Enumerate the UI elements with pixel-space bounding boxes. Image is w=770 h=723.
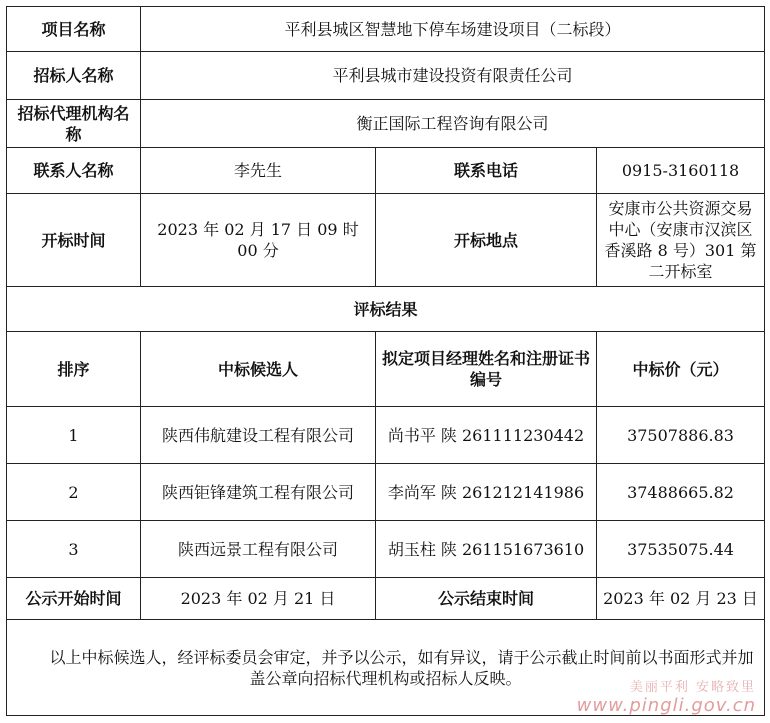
watermark-text: 美丽平利 安略致里 xyxy=(629,680,756,695)
bid-result-table xyxy=(6,6,765,716)
contact-name-label: 联系人名称 xyxy=(7,148,141,194)
row-manager: 胡玉柱 陕 261151673610 xyxy=(376,521,597,578)
site-watermark xyxy=(577,679,756,715)
watermark-url: www.pingli.gov.cn xyxy=(576,695,756,716)
project-name-label: 项目名称 xyxy=(7,7,141,52)
contact-phone-value: 0915-3160118 xyxy=(597,148,765,194)
publicity-end-label: 公示结束时间 xyxy=(376,578,597,620)
publicity-start-value: 2023 年 02 月 21 日 xyxy=(141,578,376,620)
header-candidate: 中标候选人 xyxy=(141,332,376,407)
header-price: 中标价（元） xyxy=(597,332,765,407)
agency-value: 衡正国际工程咨询有限公司 xyxy=(141,100,765,148)
opening-place-value: 安康市公共资源交易中心（安康市汉滨区香溪路 8 号）301 第二开标室 xyxy=(597,194,765,287)
publicity-start-label: 公示开始时间 xyxy=(7,578,141,620)
contact-phone-label: 联系电话 xyxy=(376,148,597,194)
table-row xyxy=(7,521,765,578)
row-rank: 2 xyxy=(7,464,141,521)
opening-time-label: 开标时间 xyxy=(7,194,141,287)
row-candidate: 陕西远景工程有限公司 xyxy=(141,521,376,578)
publicity-end-value: 2023 年 02 月 23 日 xyxy=(597,578,765,620)
note-text: 以上中标候选人，经评标委员会审定，并予以公示，如有异议，请于公示截止时间前以书面形式并加盖公章向招标代理机构或招标人反映。 xyxy=(49,647,754,688)
row-candidate: 陕西钜锋建筑工程有限公司 xyxy=(141,464,376,521)
table-row xyxy=(7,407,765,464)
tenderer-label: 招标人名称 xyxy=(7,52,141,100)
agency-label: 招标代理机构名称 xyxy=(7,100,141,148)
row-price: 37535075.44 xyxy=(597,521,765,578)
row-manager: 尚书平 陕 261111230442 xyxy=(376,407,597,464)
contact-name-value: 李先生 xyxy=(141,148,376,194)
row-candidate: 陕西伟航建设工程有限公司 xyxy=(141,407,376,464)
table-row xyxy=(7,464,765,521)
opening-time-value: 2023 年 02 月 17 日 09 时 00 分 xyxy=(141,194,376,287)
header-manager: 拟定项目经理姓名和注册证书编号 xyxy=(376,332,597,407)
row-price: 37507886.83 xyxy=(597,407,765,464)
row-rank: 3 xyxy=(7,521,141,578)
opening-place-label: 开标地点 xyxy=(376,194,597,287)
project-name-value: 平利县城区智慧地下停车场建设项目（二标段） xyxy=(141,7,765,52)
row-price: 37488665.82 xyxy=(597,464,765,521)
result-title: 评标结果 xyxy=(7,287,765,332)
header-rank: 排序 xyxy=(7,332,141,407)
tenderer-value: 平利县城市建设投资有限责任公司 xyxy=(141,52,765,100)
row-manager: 李尚军 陕 261212141986 xyxy=(376,464,597,521)
row-rank: 1 xyxy=(7,407,141,464)
